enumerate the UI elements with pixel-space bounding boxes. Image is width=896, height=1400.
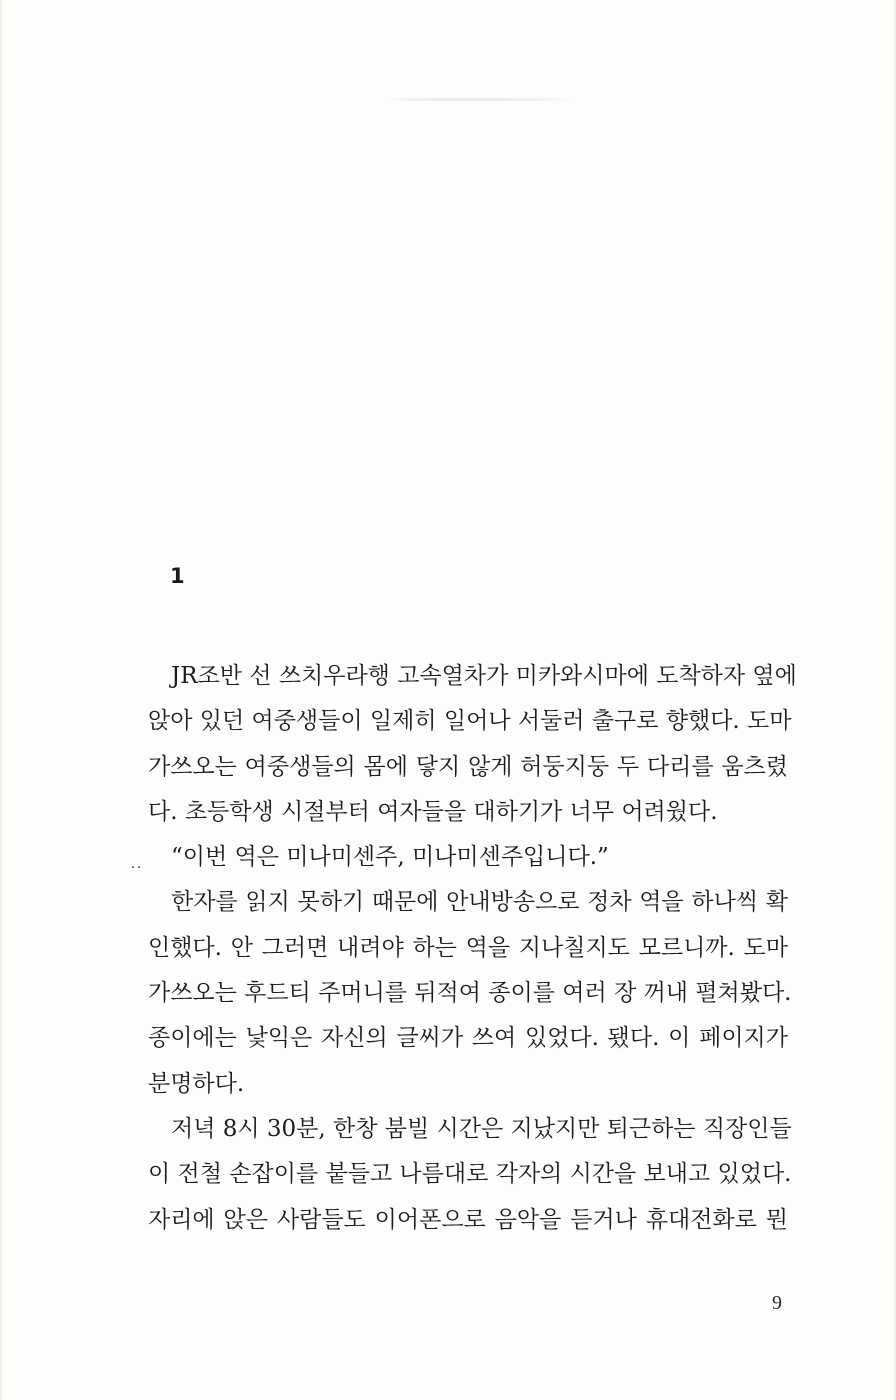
text-line: “이번 역은 미나미센주, 미나미센주입니다.” [171,844,609,871]
text-line: 이 전철 손잡이를 붙들고 나름대로 각자의 시간을 보내고 있었다. [148,1161,792,1188]
text-line: 다. 초등학생 시절부터 여자들을 대하기가 너무 어려웠다. [148,798,718,825]
paragraph-1 [148,654,797,835]
text-line: JR조반 선 쓰치우라행 고속열차가 미카와시마에 도착하자 옆에 [171,663,797,689]
text-line: 자리에 앉은 사람들도 이어폰으로 음악을 듣거나 휴대전화로 뭔 [148,1206,788,1233]
bleed-through-header [382,98,572,101]
text-line: 가쓰오는 여중생들의 몸에 닿지 않게 허둥지둥 두 다리를 움츠렸 [148,753,788,780]
page-number: 9 [772,1292,782,1314]
paragraph-2 [148,835,788,880]
text-line: 앉아 있던 여중생들이 일제히 일어나 서둘러 출구로 향했다. 도마 [148,708,792,735]
scan-speck [132,866,142,870]
body-text [148,654,797,1243]
text-line: 인했다. 안 그러면 내려야 하는 역을 지나칠지도 모르니까. 도마 [148,934,788,961]
text-line: 한자를 읽지 못하기 때문에 안내방송으로 정차 역을 하나씩 확 [171,889,788,916]
text-line: 저녁 8시 30분, 한창 붐빌 시간은 지났지만 퇴근하는 직장인들 [171,1115,792,1142]
chapter-number: 1 [170,564,185,588]
text-line: 가쓰오는 후드티 주머니를 뒤적여 종이를 여러 장 꺼내 펼쳐봤다. [148,980,792,1007]
text-line: 종이에는 낯익은 자신의 글씨가 쓰여 있었다. 됐다. 이 페이지가 [148,1025,788,1052]
paragraph-4 [148,1107,792,1243]
text-line: 분명하다. [148,1070,245,1097]
paragraph-3 [148,880,792,1106]
